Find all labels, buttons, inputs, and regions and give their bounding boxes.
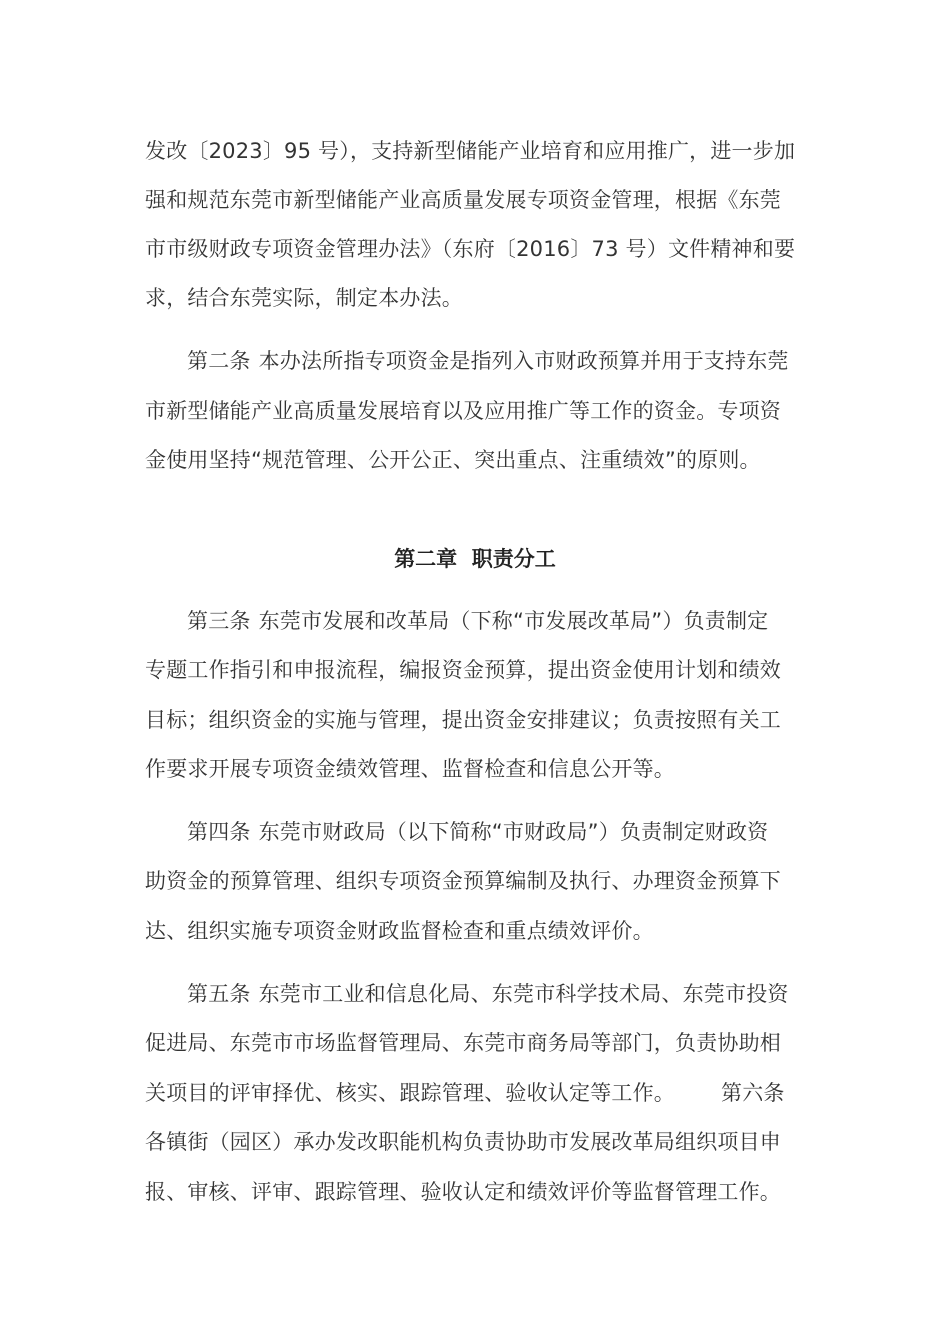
paragraph-line: 强和规范东莞市新型储能产业高质量发展专项资金管理，根据《东莞 <box>145 188 781 212</box>
paragraph-line: 促进局、东莞市市场监督管理局、东莞市商务局等部门，负责协助相 <box>145 1031 781 1055</box>
article-3-first-line <box>187 607 768 635</box>
article-3-label: 第三条 <box>187 609 251 633</box>
article-4-label: 第四条 <box>187 820 251 844</box>
paragraph-line: 各镇街（园区）承办发改职能机构负责协助市发展改革局组织项目申 <box>145 1130 781 1154</box>
paragraph-line: 市新型储能产业高质量发展培育以及应用推广等工作的资金。专项资 <box>145 399 781 423</box>
article-2-label: 第二条 <box>187 349 251 373</box>
paragraph-line: 报、审核、评审、跟踪管理、验收认定和绩效评价等监督管理工作。 <box>145 1180 781 1204</box>
article-2-first-line <box>187 347 789 375</box>
paragraph-line <box>145 1079 785 1107</box>
paragraph-line: 求，结合东莞实际，制定本办法。 <box>145 286 463 310</box>
article-5-label: 第五条 <box>187 982 251 1006</box>
paragraph-line: 作要求开展专项资金绩效管理、监督检查和信息公开等。 <box>145 757 675 781</box>
chapter-heading: 第二章 职责分工 <box>394 547 556 571</box>
article-3-text: 东莞市发展和改革局（下称“市发展改革局”）负责制定 <box>258 609 769 633</box>
paragraph-line: 目标；组织资金的实施与管理，提出资金安排建议；负责按照有关工 <box>145 708 781 732</box>
paragraph-line: 达、组织实施专项资金财政监督检查和重点绩效评价。 <box>145 919 654 943</box>
paragraph-line: 发改〔2023〕95 号），支持新型储能产业培育和应用推广，进一步加 <box>145 139 796 163</box>
article-5-text-end: 关项目的评审择优、核实、跟踪管理、验收认定等工作。 <box>145 1081 675 1105</box>
paragraph-line: 金使用坚持“规范管理、公开公正、突出重点、注重绩效”的原则。 <box>145 448 761 472</box>
paragraph-line: 市市级财政专项资金管理办法》（东府〔2016〕73 号）文件精神和要 <box>145 237 796 261</box>
paragraph-line: 专题工作指引和申报流程，编报资金预算，提出资金使用计划和绩效 <box>145 658 781 682</box>
article-6-label: 第六条 <box>721 1081 785 1105</box>
article-2-text: 本办法所指专项资金是指列入市财政预算并用于支持东莞 <box>258 349 789 373</box>
article-4-first-line <box>187 818 768 846</box>
article-5-first-line <box>187 980 789 1008</box>
article-5-text: 东莞市工业和信息化局、东莞市科学技术局、东莞市投资 <box>258 982 789 1006</box>
paragraph-line: 助资金的预算管理、组织专项资金预算编制及执行、办理资金预算下 <box>145 869 781 893</box>
article-4-text: 东莞市财政局（以下简称“市财政局”）负责制定财政资 <box>258 820 769 844</box>
